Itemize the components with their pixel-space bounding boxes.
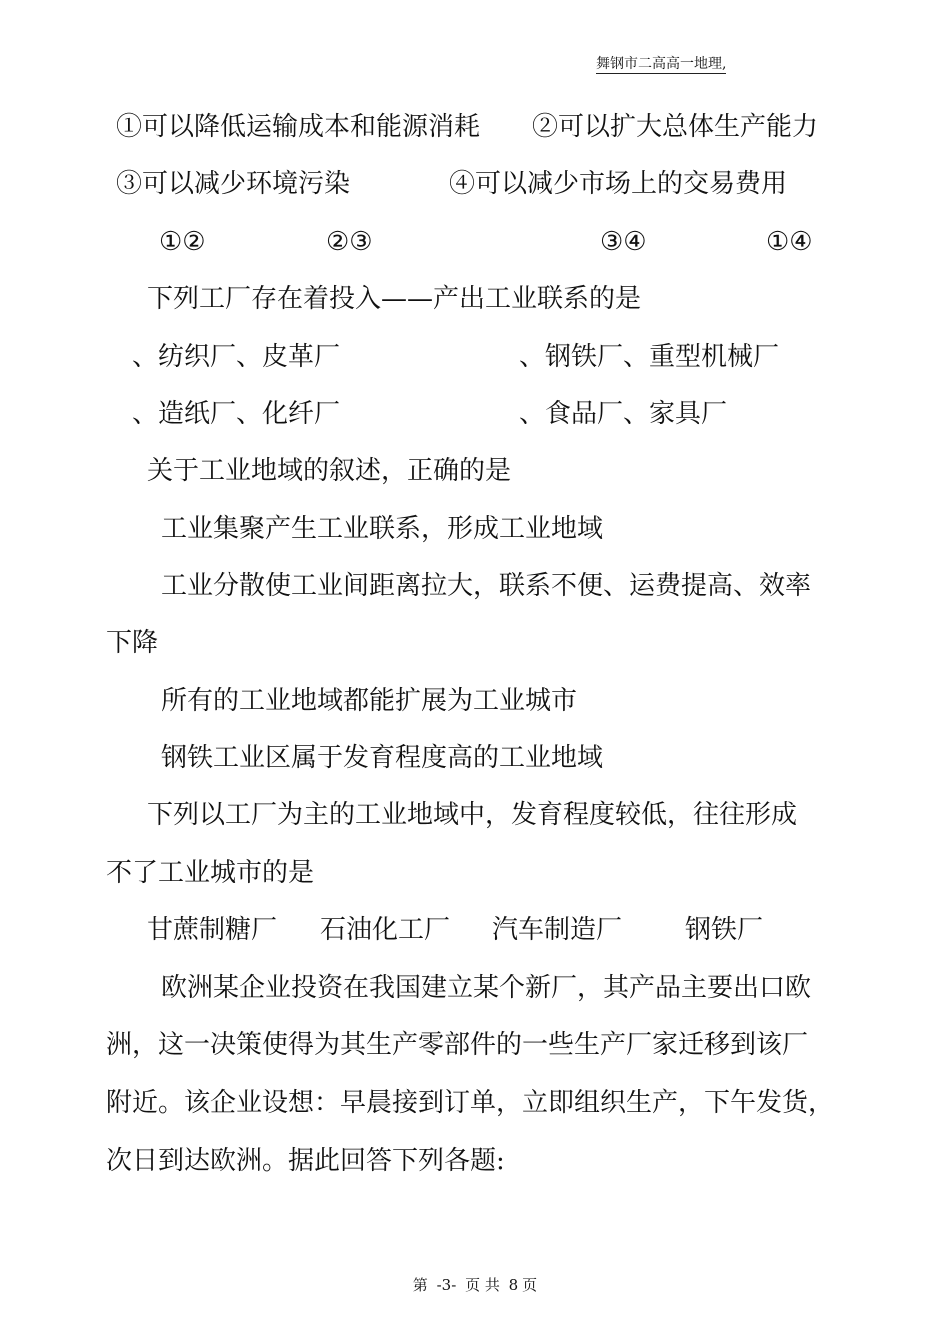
page-header: 舞钢市二高高一地理, xyxy=(596,56,727,72)
question-stem: 下列工厂存在着投入——产出工业联系的是 xyxy=(147,284,642,314)
choice-c: 汽车制造厂 xyxy=(492,915,623,945)
passage-line: 附近。该企业设想：早晨接到订单，立即组织生产，下午发货， xyxy=(106,1088,835,1118)
choice-d: ①④ xyxy=(766,227,813,257)
choice-d: 钢铁厂 xyxy=(685,915,764,945)
choice-a: 工业集聚产生工业联系，形成工业地域 xyxy=(161,514,604,544)
choice-b: 工业分散使工业间距离拉大，联系不便、运费提高、效率 xyxy=(161,571,812,601)
choice-d: 、食品厂、家具厂 xyxy=(519,399,728,429)
choice-a: 甘蔗制糖厂 xyxy=(147,915,278,945)
choice-a: ①② xyxy=(159,227,206,257)
option-2: ②可以扩大总体生产能力 xyxy=(532,112,819,142)
option-1: ①可以降低运输成本和能源消耗 xyxy=(116,112,481,142)
option-3: ③可以减少环境污染 xyxy=(116,169,351,199)
choice-d: 钢铁工业区属于发育程度高的工业地域 xyxy=(161,743,604,773)
footer-total-pages: 8 xyxy=(508,1276,519,1294)
footer-mid: 页 共 xyxy=(465,1276,500,1294)
choice-c: 、造纸厂、化纤厂 xyxy=(132,399,341,429)
option-4: ④可以减少市场上的交易费用 xyxy=(449,169,788,199)
choice-c: 所有的工业地域都能扩展为工业城市 xyxy=(161,686,578,716)
choice-c: ③④ xyxy=(600,227,647,257)
passage-line: 次日到达欧洲。据此回答下列各题: xyxy=(106,1146,505,1176)
choice-b: 石油化工厂 xyxy=(320,915,451,945)
question-stem: 下列以工厂为主的工业地域中，发育程度较低，往往形成 xyxy=(147,800,798,830)
choice-b: 、钢铁厂、重型机械厂 xyxy=(519,342,780,372)
footer-suffix: 页 xyxy=(522,1276,538,1294)
choice-b: ②③ xyxy=(326,227,373,257)
choice-b-continued: 下降 xyxy=(106,628,159,658)
question-stem-continued: 不了工业城市的是 xyxy=(106,858,315,888)
choice-a: 、纺织厂、皮革厂 xyxy=(132,342,341,372)
passage-line: 洲，这一决策使得为其生产零部件的一些生产厂家迁移到该厂 xyxy=(106,1030,809,1060)
footer-prefix: 第 xyxy=(412,1276,428,1294)
question-stem: 关于工业地域的叙述，正确的是 xyxy=(147,456,512,486)
page-footer xyxy=(0,1276,950,1294)
footer-page-number: -3- xyxy=(436,1276,457,1294)
passage-line: 欧洲某企业投资在我国建立某个新厂，其产品主要出口欧 xyxy=(161,973,812,1003)
